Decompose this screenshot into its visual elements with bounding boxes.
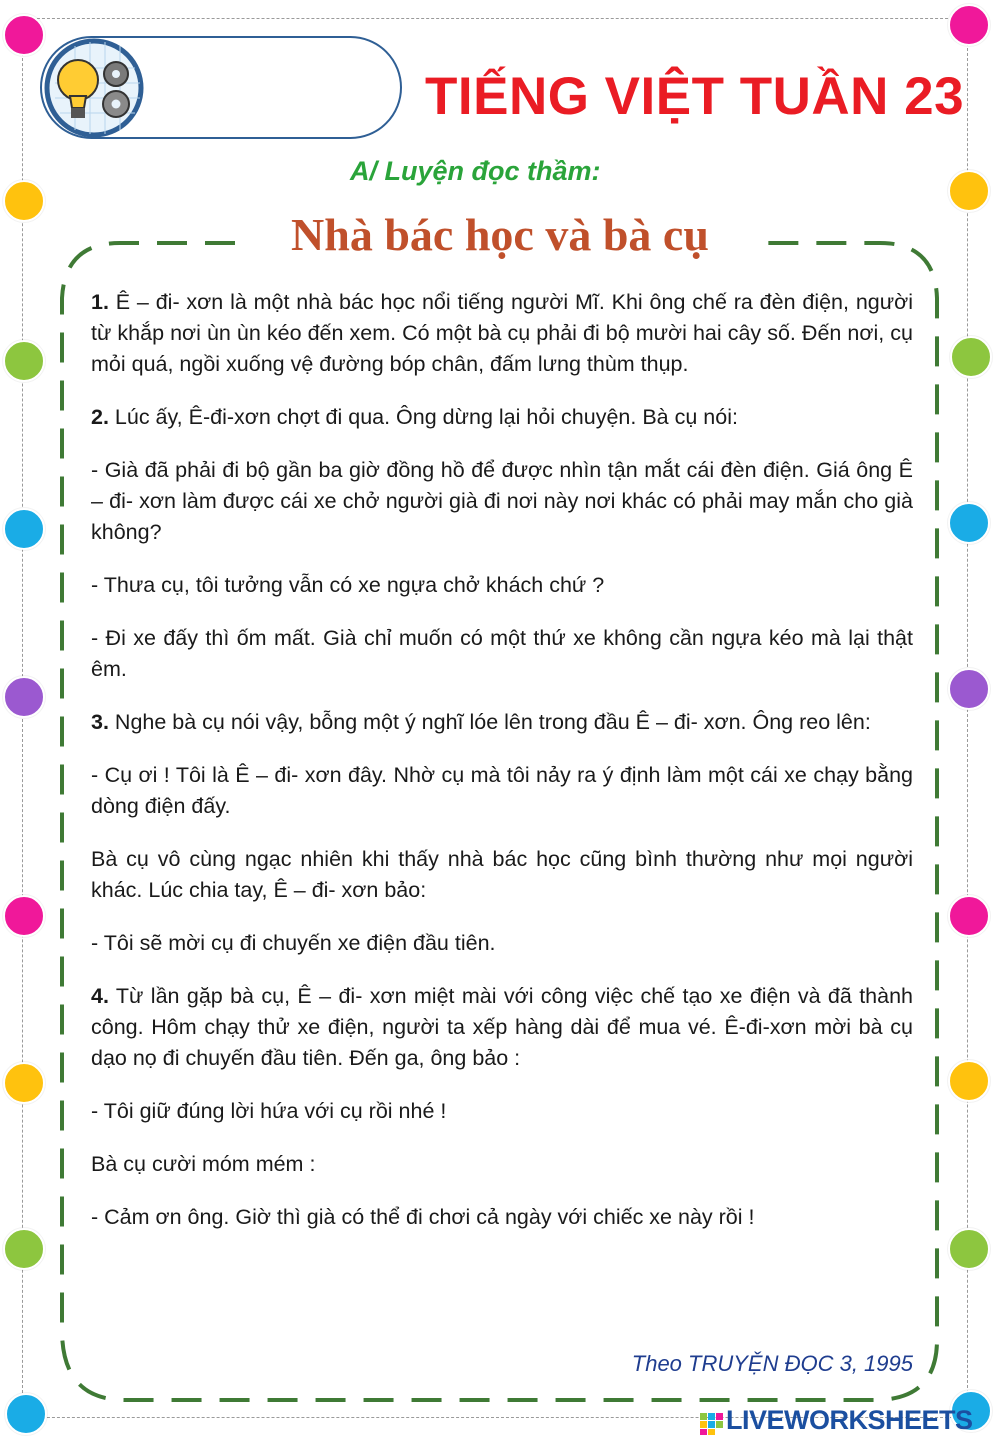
story-paragraph [91, 1149, 913, 1180]
paragraph-text: Bà cụ cười móm mém : [91, 1152, 316, 1176]
story-paragraph [91, 455, 913, 548]
story-paragraph [91, 981, 913, 1074]
source-citation: Theo TRUYỆN ĐỌC 3, 1995 [631, 1351, 913, 1376]
paragraph-text: Lúc ấy, Ê-đi-xơn chợt đi qua. Ông dừng lại hỏi chuyện. Bà cụ nói: [108, 405, 738, 429]
paragraph-number: 2. [91, 405, 109, 429]
paragraph-text: Từ lần gặp bà cụ, Ê – đi- xơn miệt mài với công việc chế tạo xe điện và đã thành công. Hôm chạy thử xe điện, người ta xếp hàng dài để mua vé. Ê-đi-xơn mời bà cụ dạo nọ đi chuyến đầu tiên. Đến ga, ông bảo : [91, 984, 913, 1070]
liveworksheets-logo-icon [700, 1413, 724, 1435]
paragraph-number: 4. [91, 984, 109, 1008]
paragraph-text: Bà cụ vô cùng ngạc nhiên khi thấy nhà bác học cũng bình thường như mọi người khác. Lúc chia tay, Ê – đi- xơn bảo: [91, 847, 913, 902]
story-paragraph [91, 623, 913, 685]
paragraph-text: Nghe bà cụ nói vậy, bỗng một ý nghĩ lóe lên trong đầu Ê – đi- xơn. Ông reo lên: [108, 710, 871, 734]
story-paragraph [91, 1202, 913, 1233]
paragraph-number: 3. [91, 710, 109, 734]
story-paragraph [91, 287, 913, 380]
story-paragraph [91, 928, 913, 959]
story-paragraph [91, 844, 913, 906]
story-text [91, 287, 913, 1255]
paragraph-number: 1. [91, 290, 109, 314]
story-title: Nhà bác học và bà cụ [291, 209, 709, 260]
paragraph-text: - Già đã phải đi bộ gần ba giờ đồng hồ để được nhìn tận mắt cái đèn điện. Giá ông Ê – đi- xơn làm được cái xe chở người già đi nơi này nơi khác có phải may mắn cho già không? [91, 458, 913, 544]
worksheet-title: TIẾNG VIỆT TUẦN 23 [425, 67, 965, 126]
story-paragraph [91, 707, 913, 738]
watermark [698, 1405, 998, 1441]
story-paragraph [91, 760, 913, 822]
paragraph-text: - Tôi giữ đúng lời hứa với cụ rồi nhé ! [91, 1099, 447, 1123]
paragraph-text: Ê – đi- xơn là một nhà bác học nổi tiếng người Mĩ. Khi ông chế ra đèn điện, người từ khắp nơi ùn ùn kéo đến xem. Có một bà cụ phải đi bộ mười hai cây số. Đến nơi, cụ mỏi quá, ngồi xuống vệ đường bóp chân, đấm lưng thùm thụp. [91, 290, 913, 376]
paragraph-text: - Cụ ơi ! Tôi là Ê – đi- xơn đây. Nhờ cụ mà tôi nảy ra ý định làm một cái xe chạy bằng dòng điện đấy. [91, 763, 913, 818]
story-paragraph [91, 570, 913, 601]
paragraph-text: - Thưa cụ, tôi tưởng vẫn có xe ngựa chở khách chứ ? [91, 573, 605, 597]
section-label: A/ Luyện đọc thầm: [350, 156, 601, 186]
paragraph-text: - Cảm ơn ông. Giờ thì già có thể đi chơi cả ngày với chiếc xe này rồi ! [91, 1205, 755, 1229]
watermark-text: LIVEWORKSHEETS [726, 1405, 973, 1435]
paragraph-text: - Tôi sẽ mời cụ đi chuyến xe điện đầu tiên. [91, 931, 496, 955]
paragraph-text: - Đi xe đấy thì ốm mất. Già chỉ muốn có một thứ xe không cần ngựa kéo mà lại thật êm. [91, 626, 913, 681]
story-paragraph [91, 402, 913, 433]
story-paragraph [91, 1096, 913, 1127]
